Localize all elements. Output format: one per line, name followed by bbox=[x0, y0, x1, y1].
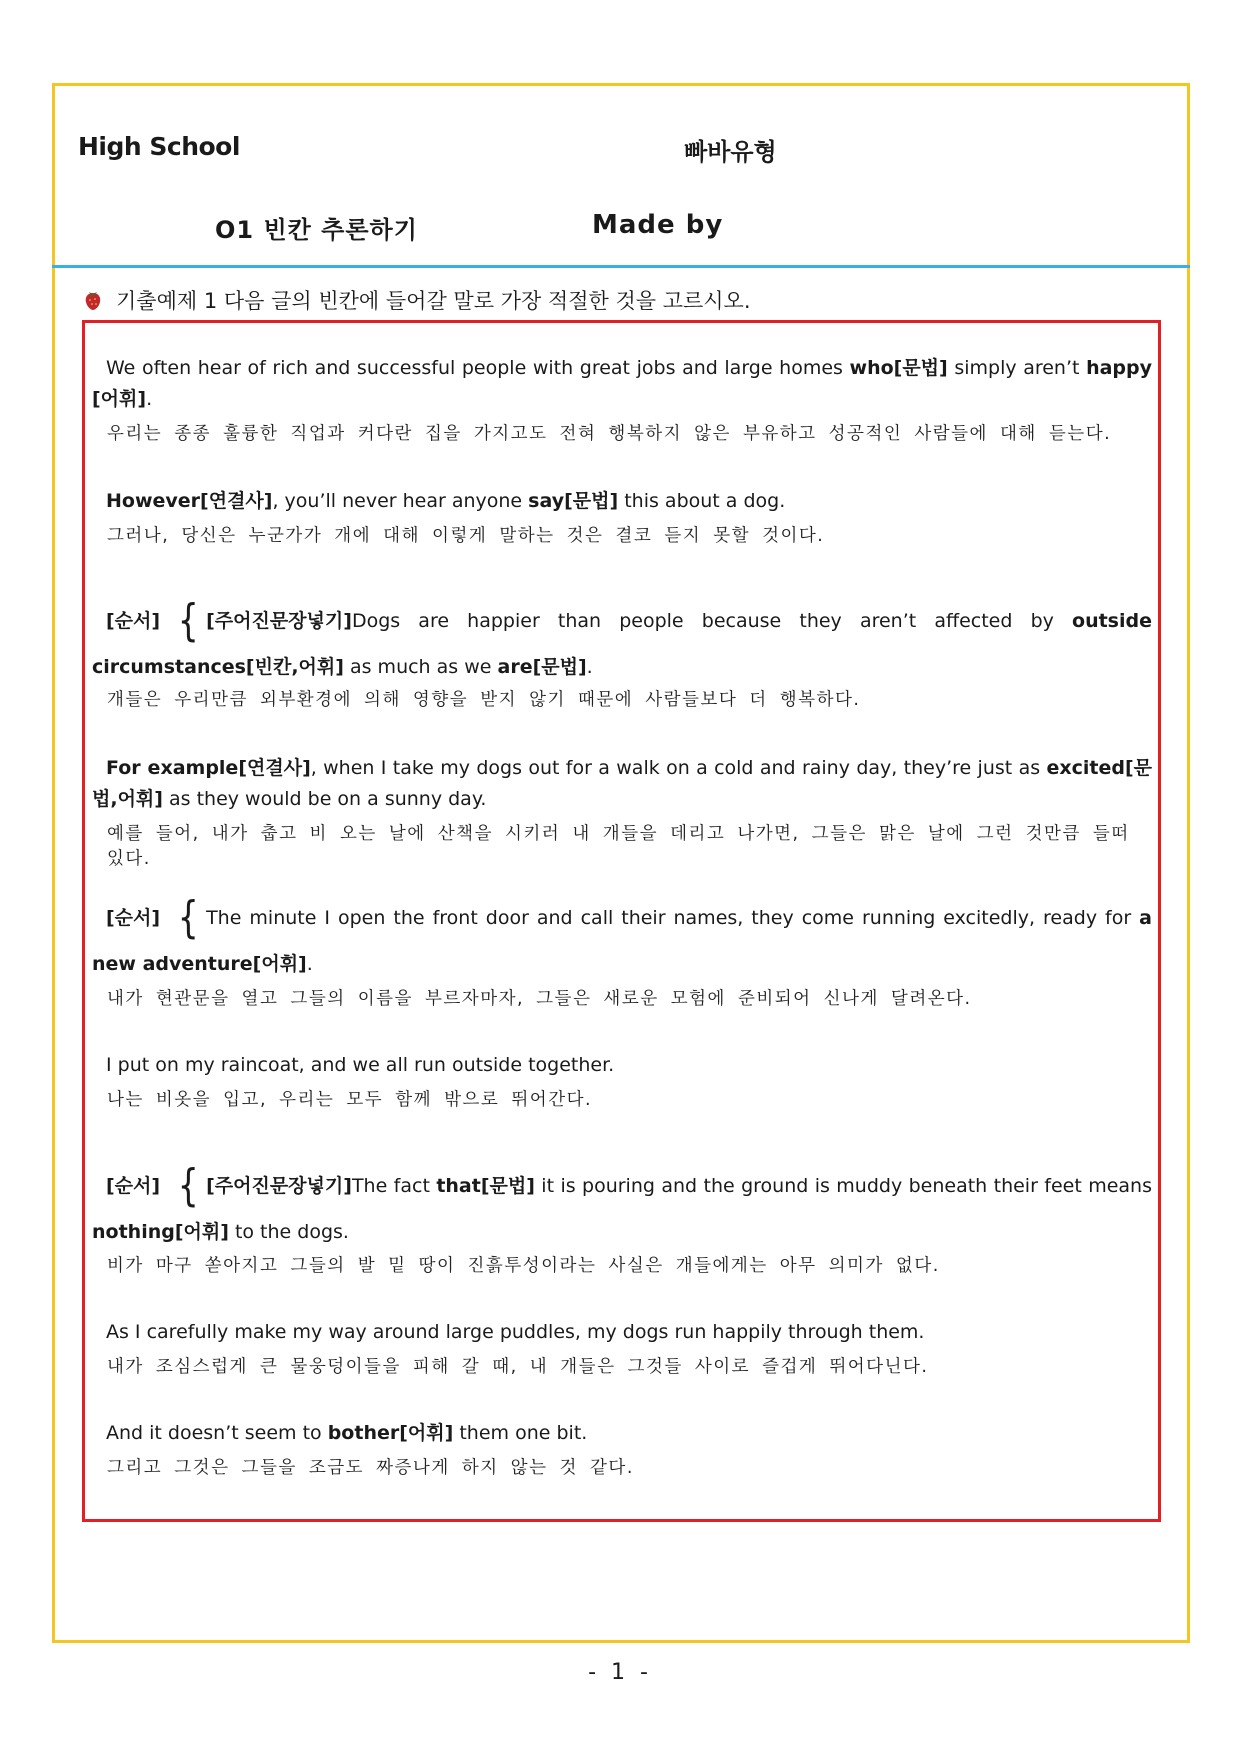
sentence-5 bbox=[92, 892, 1152, 987]
sentence-text: as much as we bbox=[343, 656, 498, 678]
sentence-text: And it doesn’t seem to bbox=[106, 1422, 328, 1444]
translation-6: 나는 비옷을 입고, 우리는 모두 함께 밖으로 뛰어간다. bbox=[107, 1090, 593, 1110]
translation-1: 우리는 종종 훌륭한 직업과 커다란 집을 가지고도 전혀 행복하지 않은 부유하고 성공적인 사람들에 대해 듣는다. bbox=[107, 424, 1112, 444]
order-tag: [순서] bbox=[106, 610, 161, 632]
sentence-text: as they would be on a sunny day. bbox=[162, 788, 487, 810]
page-number: - 1 - bbox=[588, 1660, 652, 1685]
sentence-text: Dogs are happier than people because they aren’t affected by bbox=[351, 610, 1073, 632]
sentence-text: As I carefully make my way around large puddles, my dogs run happily through them. bbox=[106, 1321, 925, 1343]
sentence-text: I put on my raincoat, and we all run outside together. bbox=[106, 1054, 615, 1076]
sentence-text: , when I take my dogs out for a walk on a cold and rainy day, they’re just as bbox=[310, 757, 1047, 779]
brace-mark: { bbox=[177, 892, 199, 943]
translation-9: 그리고 그것은 그들을 조금도 짜증나게 하지 않는 것 같다. bbox=[107, 1458, 634, 1478]
sentence-text: We often hear of rich and successful people with great jobs and large homes bbox=[106, 357, 850, 379]
blank-tag: outside circumstances[빈칸,어휘] bbox=[92, 610, 1152, 678]
translation-3: 개들은 우리만큼 외부환경에 의해 영향을 받지 않기 때문에 사람들보다 더 행복하다. bbox=[107, 690, 861, 710]
translation-5: 내가 현관문을 열고 그들의 이름을 부르자마자, 그들은 새로운 모험에 준비되어 신나게 달려온다. bbox=[107, 989, 972, 1009]
sentence-text: . bbox=[146, 388, 153, 410]
translation-8: 내가 조심스럽게 큰 물웅덩이들을 피해 갈 때, 내 개들은 그것들 사이로 즐겁게 뛰어다닌다. bbox=[107, 1357, 929, 1377]
sentence-9 bbox=[92, 1418, 1152, 1449]
connective-tag: However[연결사] bbox=[106, 490, 273, 512]
translation-7: 비가 마구 쏟아지고 그들의 발 밑 땅이 진흙투성이라는 사실은 개들에게는 아무 의미가 없다. bbox=[107, 1256, 940, 1276]
brace-mark: { bbox=[177, 595, 199, 646]
sentence-text: The minute I open the front door and call their names, they come running excitedly, ready for bbox=[206, 907, 1140, 929]
sentence-text: The fact bbox=[351, 1175, 437, 1197]
question-text: 기출예제 1 다음 글의 빈칸에 들어갈 말로 가장 적절한 것을 고르시오. bbox=[116, 289, 751, 313]
sentence-8 bbox=[92, 1317, 1152, 1348]
header-divider bbox=[52, 265, 1190, 268]
vocab-tag: excited[문법,어휘] bbox=[92, 757, 1152, 810]
sentence-6 bbox=[92, 1050, 1152, 1081]
sentence-text: , you’ll never hear anyone bbox=[272, 490, 529, 512]
grammar-tag: that[문법] bbox=[436, 1175, 535, 1197]
sentence-text: them one bit. bbox=[453, 1422, 588, 1444]
insert-tag: [주어진문장넣기] bbox=[206, 610, 352, 632]
strawberry-icon bbox=[84, 289, 102, 311]
translation-2: 그러나, 당신은 누군가가 개에 대해 이렇게 말하는 것은 결코 듣지 못할 것이다. bbox=[107, 526, 825, 546]
sentence-text: . bbox=[586, 656, 593, 678]
sentence-1 bbox=[92, 353, 1152, 415]
vocab-tag: a new adventure[어휘] bbox=[92, 907, 1152, 975]
chapter-title: O1 빈칸 추론하기 bbox=[215, 216, 418, 244]
made-by: Made by bbox=[592, 210, 724, 240]
sentence-text: . bbox=[306, 953, 313, 975]
vocab-tag: bother[어휘] bbox=[327, 1422, 454, 1444]
connective-tag: For example[연결사] bbox=[106, 757, 311, 779]
insert-tag: [주어진문장넣기] bbox=[206, 1175, 352, 1197]
order-tag: [순서] bbox=[106, 907, 161, 929]
sentence-4 bbox=[92, 753, 1152, 815]
translation-4: 예를 들어, 내가 춥고 비 오는 날에 산책을 시키러 내 개들을 데리고 나가면, 그들은 맑은 날에 그런 것만큼 들떠 있다. bbox=[107, 824, 1130, 869]
question-prompt bbox=[84, 285, 751, 315]
sentence-text: to the dogs. bbox=[228, 1221, 349, 1243]
order-tag: [순서] bbox=[106, 1175, 161, 1197]
sentence-text: it is pouring and the ground is muddy beneath their feet means bbox=[534, 1175, 1152, 1197]
vocab-tag: happy [어휘] bbox=[92, 357, 1152, 410]
school-level: High School bbox=[78, 132, 240, 161]
sentence-text: this about a dog. bbox=[618, 490, 786, 512]
grammar-tag: are[문법] bbox=[497, 656, 587, 678]
grammar-tag: who[문법] bbox=[849, 357, 948, 379]
sentence-3 bbox=[92, 595, 1152, 690]
sentence-7 bbox=[92, 1160, 1152, 1255]
sentence-text: simply aren’t bbox=[947, 357, 1087, 379]
sentence-2 bbox=[92, 486, 1152, 517]
question-type: 빠바유형 bbox=[684, 138, 777, 166]
grammar-tag: say[문법] bbox=[528, 490, 619, 512]
vocab-tag: nothing[어휘] bbox=[92, 1221, 229, 1243]
brace-mark: { bbox=[177, 1160, 199, 1211]
